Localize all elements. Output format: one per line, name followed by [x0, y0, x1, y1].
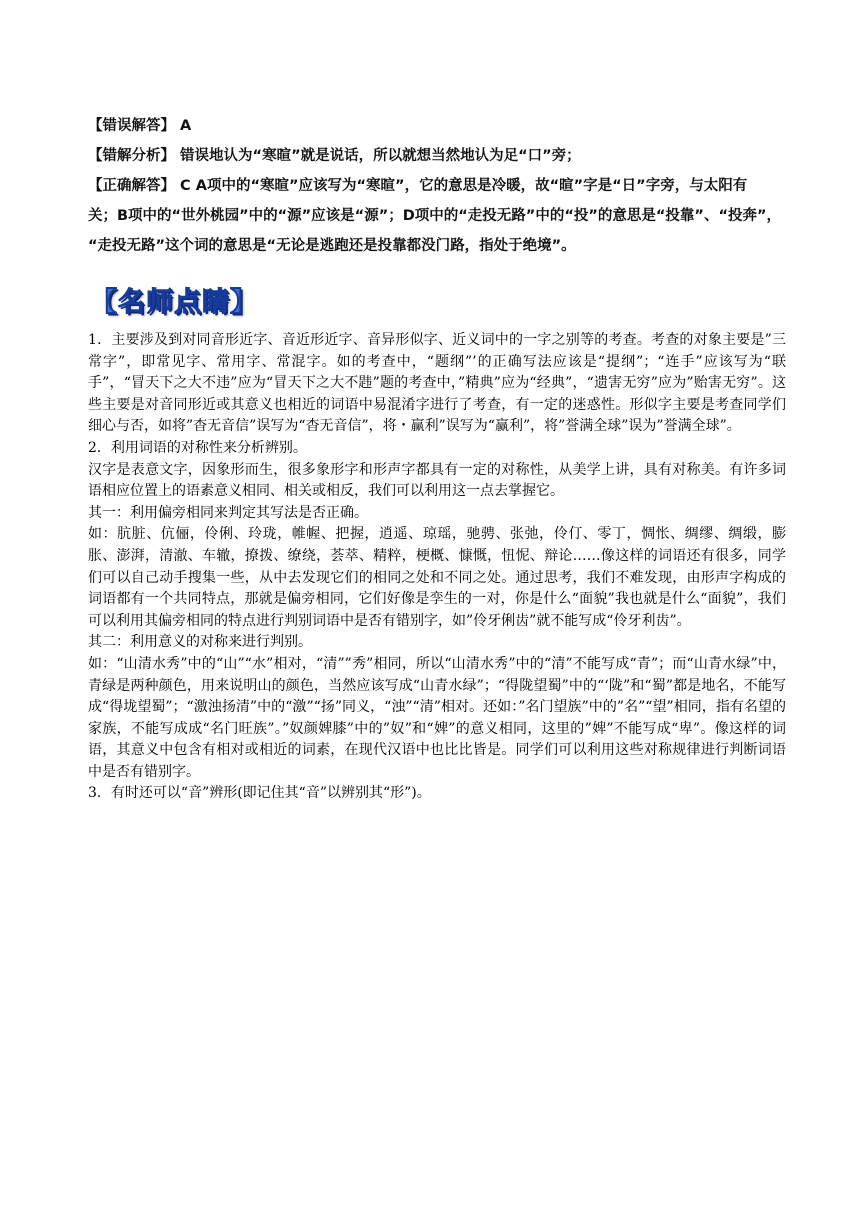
paragraph-4-subheading: 其一：利用偏旁相同来判定其写法是否正确。: [88, 504, 368, 521]
paragraph-3: 汉字是表意文字，因象形而生，很多象形字和形声字都具有一定的对称性，从美学上讲，具有对称美。有许多词语相应位置上的语素意义相同、相关或相反，我们可以利用这一点去掌握它。: [88, 461, 786, 500]
paragraph-6-subheading: 其二：利用意义的对称来进行判别。: [88, 634, 312, 651]
paragraph-2-heading: 2．利用词语的对称性来分析辨别。: [88, 439, 307, 456]
paragraph-8-heading: 3．有时还可以“音”辨形(即记住其“音”以辨别其“形”)。: [88, 785, 431, 802]
correct-answer-line: 【正确解答】 C A项中的“寒暄”应该写为“寒暄”，它的意思是冷暖，故“暄”字是“日”字旁，与太阳有: [88, 178, 748, 194]
paragraph-7: 如：“山清水秀”中的“山”“水”相对，“清””秀”相同，所以“山清水秀”中的“清”不能写成“青”；而“山青水绿”中，青绿是两种颜色，用来说明山的颜色，当然应该写成“山青水绿”；“得陇望蜀”中的“‘陇”和“蜀”都是地名，不能写成“得垅望蜀”；“激浊扬清”中的“激”“扬”同义，“浊”“清”相对。还如：”名门望族”中的”名”“望”相同，指有名望的家族，不能写成成“名门旺族”。”奴颜婢膝”中的”奴”和“婢”的意义相同，这里的”婢”不能写成“卑”。像这样的词语，其意义中包含有相对或相近的词素，在现代汉语中也比比皆是。同学们可以利用这些对称规律进行判断词语中是否有错别字。: [88, 655, 786, 780]
wrong-answer-line: 【错误解答】 A: [88, 118, 192, 134]
correct-answer-line-3: “走投无路”这个词的意思是“无论是逃跑还是投靠都没门路，指处于绝境”。: [88, 238, 576, 254]
body-text: [88, 330, 786, 805]
section-banner-title: 【名师点睛】: [90, 287, 258, 318]
error-analysis-line: 【错解分析】 错误地认为“寒暄”就是说话，所以就想当然地认为足“口”旁；: [88, 148, 581, 164]
answer-analysis-block: [88, 116, 788, 266]
correct-answer-line-2: 关；B项中的“世外桃园”中的“源”应该是“源”；D项中的“走投无路”中的“投”的意思是“投靠”、“投奔”，: [88, 208, 782, 224]
paragraph-1: 1．主要涉及到对同音形近字、音近形近字、音异形似字、近义词中的一字之别等的考查。考查的对象主要是”三常字”，即常见字、常用字、常混字。如的考查中，“题纲”’的正确写法应该是“提纲”；“连手”应该写为“联手”，“冒天下之大不违”应为“冒天下之大不韪”题的考查中，”精典”应为“经典”，“遗害无穷”应为”贻害无穷”。这些主要是对音同形近或其意义也相近的词语中易混淆字进行了考查，有一定的迷惑性。形似字主要是考查同学们细心与否，如将”杳无音信”误写为“杳无音信”，将・赢利”误写为“赢利”，将”誉满全球”误为”誉满全球”。: [88, 332, 786, 435]
paragraph-5: 如：肮脏、伉俪，伶俐、玲珑，帷幄、把握，逍遥、琼瑶，驰骋、张弛，伶仃、零丁，惆怅、绸缪、绸缎，膨胀、澎湃，清澈、车辙，撩拨、缭绕，荟萃、精粹，梗概、慷慨，忸怩、辩论……像这样的词语还有很多，同学们可以自己动手搜集一些，从中去发现它们的相同之处和不同之处。通过思考，我们不难发现，由形声字构成的词语都有一个共同特点，那就是偏旁相同，它们好像是孪生的一对，你是什么“面貌”我也就是什么“面貌”，我们可以利用其偏旁相同的特点进行判别词语中是否有错别字，如”伶牙俐齿”就不能写成“伶牙利齿”。: [88, 526, 786, 629]
